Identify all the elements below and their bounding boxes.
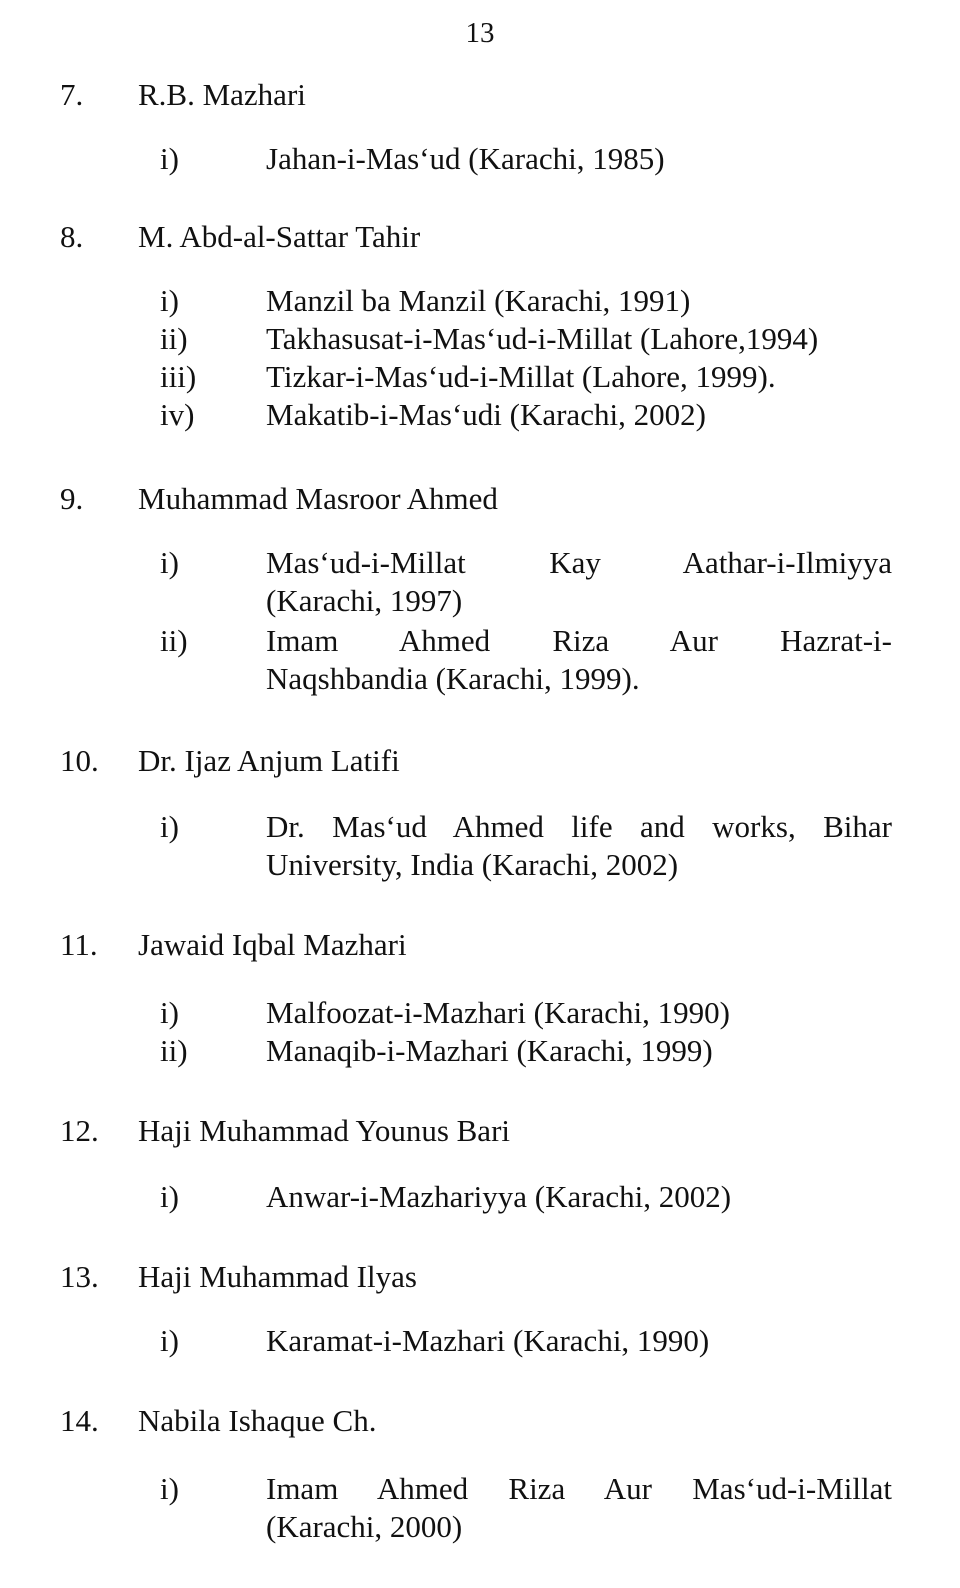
item-line: (Karachi, 2000) bbox=[266, 1509, 463, 1544]
entry-number: 14. bbox=[60, 1403, 99, 1438]
item-number: i) bbox=[160, 995, 179, 1030]
item-text bbox=[266, 358, 892, 396]
author-name: R.B. Mazhari bbox=[138, 77, 306, 112]
item-text bbox=[266, 320, 892, 358]
item-text bbox=[266, 140, 892, 178]
item-line: Manaqib-i-Mazhari (Karachi, 1999) bbox=[266, 1033, 713, 1068]
item-text bbox=[266, 396, 892, 434]
author-name: Haji Muhammad Ilyas bbox=[138, 1259, 417, 1294]
author-name: M. Abd-al-Sattar Tahir bbox=[138, 219, 421, 254]
item-text bbox=[266, 544, 892, 620]
entry-number: 9. bbox=[60, 481, 84, 516]
item-line: University, India (Karachi, 2002) bbox=[266, 847, 679, 882]
author-name: Haji Muhammad Younus Bari bbox=[138, 1113, 510, 1148]
author-name: Jawaid Iqbal Mazhari bbox=[138, 927, 407, 962]
item-number: ii) bbox=[160, 321, 188, 356]
item-number: ii) bbox=[160, 1033, 188, 1068]
item-line: Manzil ba Manzil (Karachi, 1991) bbox=[266, 283, 691, 318]
item-number: iii) bbox=[160, 359, 197, 394]
item-line: Dr. Mas‘ud Ahmed life and works, Bihar bbox=[266, 809, 892, 844]
page-number: 13 bbox=[465, 17, 495, 49]
item-number: i) bbox=[160, 545, 179, 580]
item-line: Naqshbandia (Karachi, 1999). bbox=[266, 661, 640, 696]
item-number: i) bbox=[160, 809, 179, 844]
entry-number: 11. bbox=[60, 927, 98, 962]
item-number: ii) bbox=[160, 623, 188, 658]
item-line: Makatib-i-Mas‘udi (Karachi, 2002) bbox=[266, 397, 706, 432]
author-name: Nabila Ishaque Ch. bbox=[138, 1403, 377, 1438]
item-text bbox=[266, 1178, 892, 1216]
item-number: i) bbox=[160, 1471, 179, 1506]
item-number: i) bbox=[160, 141, 179, 176]
item-line: Karamat-i-Mazhari (Karachi, 1990) bbox=[266, 1323, 710, 1358]
entry-number: 13. bbox=[60, 1259, 99, 1294]
entry-number: 10. bbox=[60, 743, 99, 778]
item-line: Malfoozat-i-Mazhari (Karachi, 1990) bbox=[266, 995, 730, 1030]
item-text bbox=[266, 994, 892, 1032]
entry-number: 8. bbox=[60, 219, 84, 254]
item-number: i) bbox=[160, 1323, 179, 1358]
item-number: iv) bbox=[160, 397, 195, 432]
item-text bbox=[266, 282, 892, 320]
item-line: Tizkar-i-Mas‘ud-i-Millat (Lahore, 1999). bbox=[266, 359, 776, 394]
item-line: Takhasusat-i-Mas‘ud-i-Millat (Lahore,1994) bbox=[266, 321, 819, 356]
item-text bbox=[266, 622, 892, 698]
author-name: Dr. Ijaz Anjum Latifi bbox=[138, 743, 400, 778]
item-line: (Karachi, 1997) bbox=[266, 583, 463, 618]
item-line: Jahan-i-Mas‘ud (Karachi, 1985) bbox=[266, 141, 665, 176]
item-number: i) bbox=[160, 1179, 179, 1214]
item-text bbox=[266, 1322, 892, 1360]
item-text bbox=[266, 808, 892, 884]
item-line: Imam Ahmed Riza Aur Mas‘ud-i-Millat bbox=[266, 1471, 892, 1506]
item-text bbox=[266, 1470, 892, 1546]
item-line: Anwar-i-Mazhariyya (Karachi, 2002) bbox=[266, 1179, 732, 1214]
item-text bbox=[266, 1032, 892, 1070]
author-name: Muhammad Masroor Ahmed bbox=[138, 481, 498, 516]
item-line: Mas‘ud-i-Millat Kay Aathar-i-Ilmiyya bbox=[266, 545, 892, 580]
entry-number: 12. bbox=[60, 1113, 99, 1148]
item-number: i) bbox=[160, 283, 179, 318]
item-line: Imam Ahmed Riza Aur Hazrat-i- bbox=[266, 623, 892, 658]
entry-number: 7. bbox=[60, 77, 84, 112]
